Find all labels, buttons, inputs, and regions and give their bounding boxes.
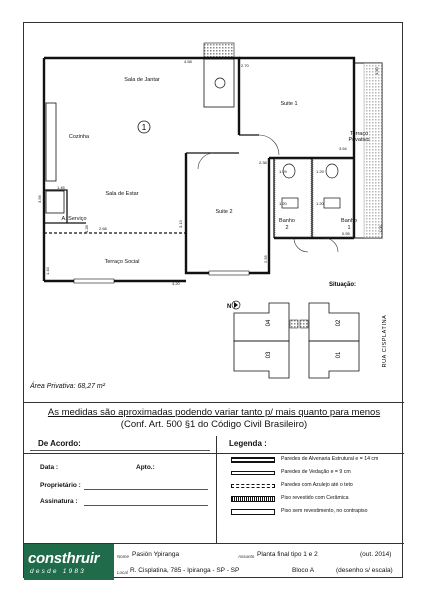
drawing-date: (out. 2014): [360, 551, 392, 558]
dim-4: 3.56: [37, 195, 42, 203]
block-01-label: 01: [336, 351, 342, 359]
situacao-title: Situação:: [329, 282, 357, 288]
dim-9: 1.20: [279, 201, 287, 206]
dim-18: 1.09: [378, 225, 383, 233]
dim-14: 2.55: [263, 255, 268, 263]
dim-6: 3.54: [339, 146, 347, 151]
form-proprietario-label: Proprietário :: [40, 482, 81, 489]
label-banho2-num: 2: [285, 225, 289, 231]
dim-7: 1.29: [279, 169, 287, 174]
form-assinatura-label: Assinatura :: [40, 498, 78, 505]
shaft-top: [204, 43, 234, 57]
local-label: Local: [117, 570, 128, 575]
dim-16: 1.44: [45, 267, 50, 275]
scale-note: (desenho s/ escala): [336, 567, 393, 574]
approval-form: [24, 436, 217, 543]
block-04-outline: [234, 303, 289, 341]
form-title-underline: [30, 450, 210, 451]
label-terraco-social: Terraço Social: [104, 259, 140, 265]
block-03-label: 03: [266, 351, 272, 359]
dim-10: 1.20: [316, 201, 324, 206]
lavabo: [204, 59, 234, 107]
legend-item-ceramica: Piso revestido com Cerâmica: [231, 495, 401, 503]
legend-item-contrapiso: Piso sem revestimento, no contrapiso: [231, 508, 401, 516]
consthruir-logo: [24, 544, 114, 580]
block-03-outline: [234, 341, 289, 378]
situacao-key-plan: [227, 282, 388, 378]
north-label: N: [227, 304, 232, 310]
dim-11: 2.68: [99, 226, 107, 231]
bloco: Bloco A: [292, 567, 315, 574]
core-right: [300, 320, 308, 328]
dim-17: 0.55: [342, 231, 350, 236]
proprietario-field[interactable]: [84, 489, 208, 490]
assinatura-field[interactable]: [84, 505, 208, 506]
form-data-label: Data :: [40, 464, 59, 471]
legend-swatch-structural: [231, 457, 275, 463]
dim-2: 2.70: [241, 63, 249, 68]
dim-1: 4.58: [184, 59, 192, 64]
floor-plan-drawing: [24, 23, 404, 403]
disclaimer-line2: (Conf. Art. 500 §1 do Código Civil Brasileiro): [120, 419, 308, 430]
laundry-tank: [46, 191, 64, 213]
drawing-sheet: [23, 22, 403, 578]
wall-top-right: [239, 58, 354, 123]
disclaimer-line1: As medidas são aproximadas podendo variar tanto p/ mais quanto para menos: [47, 407, 381, 418]
door-bath2: [294, 238, 308, 252]
block-02-label: 02: [336, 319, 342, 327]
legend-item-vedacao: Paredes de Vedação e = 9 cm: [231, 469, 401, 477]
lavabo-sink: [215, 78, 225, 88]
label-sala-jantar: Sala de Jantar: [124, 77, 160, 83]
legend: [217, 436, 404, 543]
door-bath1: [324, 238, 338, 252]
dim-5: 2.38: [259, 160, 267, 165]
north-arrow-head: [234, 302, 238, 308]
sink-1: [324, 198, 340, 208]
legend-swatch-vedacao: [231, 471, 275, 475]
form-title: De Acordo:: [38, 439, 81, 448]
label-terraco-priv-2: Privativo: [348, 137, 370, 143]
dim-8: 1.29: [316, 169, 324, 174]
toilet-1: [326, 164, 338, 178]
assunto-label: Assunto: [238, 554, 255, 559]
form-apto-label: Apto.:: [136, 464, 155, 471]
floor-plan: [24, 23, 404, 403]
block-02-outline: [309, 303, 359, 341]
window-terrace: [74, 279, 114, 283]
label-banho1: Banho: [341, 218, 357, 224]
block-01-outline: [309, 341, 359, 378]
logo-tagline: desde 1983: [30, 568, 86, 575]
label-banho2: Banho: [279, 218, 295, 224]
unit-number: 1: [141, 123, 147, 132]
legend-item-azulejo: Paredes com Azulejo até o teto: [231, 482, 401, 490]
nome-label: Nome: [117, 554, 130, 559]
label-suite2: Suite 2: [215, 209, 233, 215]
legend-title: Legenda :: [229, 439, 267, 448]
project-name: Pasión Ypiranga: [132, 551, 180, 558]
logo-brand: consthruir: [28, 550, 100, 567]
label-cozinha: Cozinha: [68, 134, 90, 140]
address: R. Cisplatina, 785 - Ipiranga - SP - SP: [130, 567, 240, 574]
area-privativa: Área Privativa: 68,27 m²: [30, 383, 106, 390]
dim-12: 1.28: [84, 225, 89, 233]
legend-swatch-azulejo: [231, 484, 275, 488]
street-label: RUA CISPLATINA: [382, 314, 388, 368]
core-left: [290, 320, 298, 328]
label-suite1: Suite 1: [280, 101, 298, 107]
dim-13: 3.13: [178, 220, 183, 228]
kitchen-counter: [46, 103, 56, 181]
label-sala-estar: Sala de Estar: [105, 191, 139, 197]
window-suite2: [209, 271, 249, 275]
terrace-railing: [364, 63, 382, 238]
legend-item-structural: Paredes de Alvenaria Estrutural e = 14 cm: [231, 456, 401, 464]
legend-swatch-ceramica: [231, 496, 275, 502]
legend-swatch-contrapiso: [231, 509, 275, 515]
dim-19: 4.40: [374, 67, 379, 75]
label-banho1-num: 1: [347, 225, 351, 231]
door-suite1: [259, 135, 279, 155]
dim-15: 4.20: [172, 281, 180, 286]
door-suite2: [198, 153, 214, 169]
label-servico: A. Serviço: [61, 216, 87, 222]
block-04-label: 04: [266, 319, 272, 327]
title-block: [24, 543, 404, 579]
subject: Planta final tipo 1 e 2: [257, 551, 318, 558]
label-terraco-priv-1: Terraço: [349, 131, 369, 137]
dim-3: 1.45: [57, 185, 65, 190]
structural-walls: [44, 58, 354, 281]
